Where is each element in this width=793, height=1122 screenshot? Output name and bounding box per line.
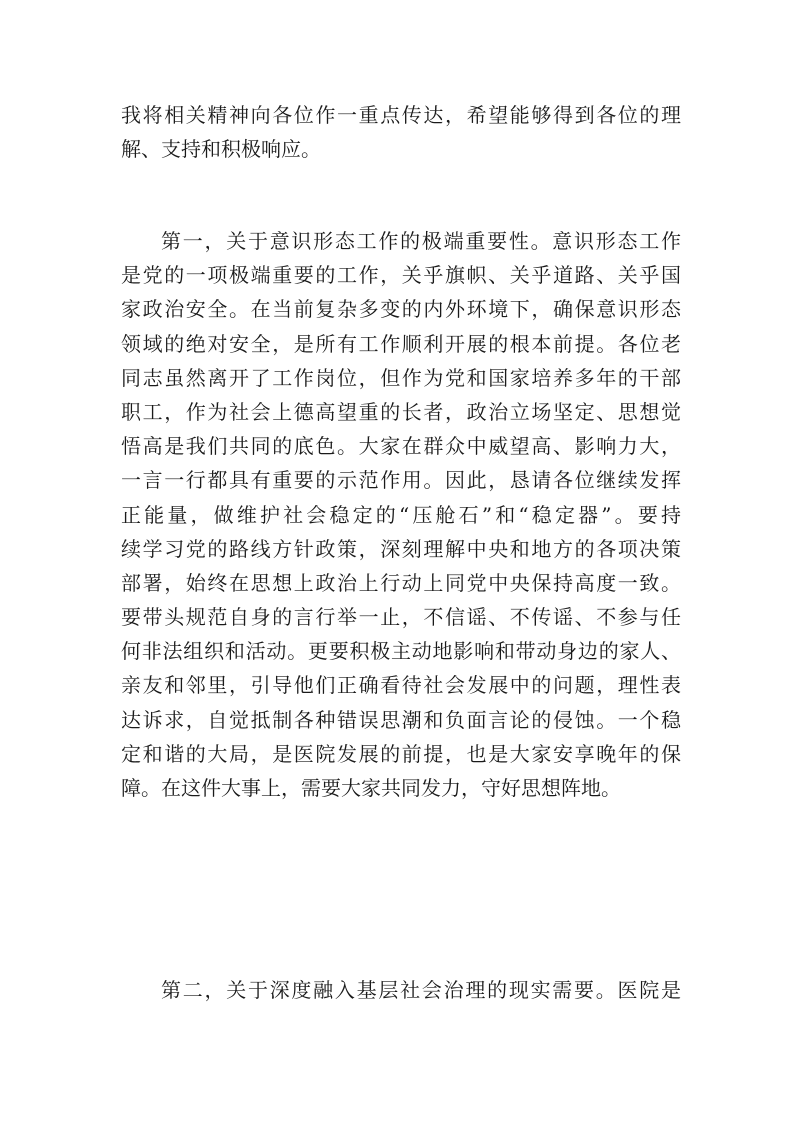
- text-line: 同志虽然离开了工作岗位，但作为党和国家培养多年的干部: [121, 365, 681, 390]
- text-line: 部署，始终在思想上政治上行动上同党中央保持高度一致。: [121, 570, 681, 595]
- text-line: 第二，关于深度融入基层社会治理的现实需要。医院是: [161, 978, 681, 1002]
- text-line: 续学习党的路线方针政策，深刻理解中央和地方的各项决策: [121, 536, 681, 561]
- text-line: 家政治安全。在当前复杂多变的内外环境下，确保意识形态: [121, 297, 681, 322]
- paragraph-second-point: [121, 973, 681, 1007]
- text-line: 定和谐的大局，是医院发展的前提，也是大家安享晚年的保: [121, 741, 681, 766]
- text-line: 何非法组织和活动。更要积极主动地影响和带动身边的家人、: [121, 639, 681, 664]
- text-line: 是党的一项极端重要的工作，关乎旗帜、关乎道路、关乎国: [121, 263, 681, 288]
- text-line: 亲友和邻里，引导他们正确看待社会发展中的问题，理性表: [121, 673, 681, 698]
- text-line: 达诉求，自觉抵制各种错误思潮和负面言论的侵蚀。一个稳: [121, 707, 681, 732]
- text-line: 第一，关于意识形态工作的极端重要性。意识形态工作: [161, 229, 681, 253]
- text-line: 要带头规范自身的言行举一止，不信谣、不传谣、不参与任: [121, 605, 681, 630]
- paragraph-intro: [121, 98, 681, 166]
- text-line: 悟高是我们共同的底色。大家在群众中威望高、影响力大，: [121, 434, 681, 459]
- text-line: 一言一行都具有重要的示范作用。因此，恳请各位继续发挥: [121, 468, 681, 493]
- text-line: 解、支持和积极响应。: [121, 137, 321, 162]
- text-line: 障。在这件大事上，需要大家共同发力，守好思想阵地。: [121, 776, 621, 800]
- text-line: 领域的绝对安全，是所有工作顺利开展的根本前提。各位老: [121, 331, 681, 356]
- text-line: 职工，作为社会上德高望重的长者，政治立场坚定、思想觉: [121, 399, 681, 424]
- text-line: 正能量，做维护社会稳定的“压舱石”和“稳定器”。要持: [121, 502, 681, 527]
- paragraph-first-point: [121, 224, 681, 805]
- text-line: 我将相关精神向各位作一重点传达，希望能够得到各位的理: [121, 103, 681, 127]
